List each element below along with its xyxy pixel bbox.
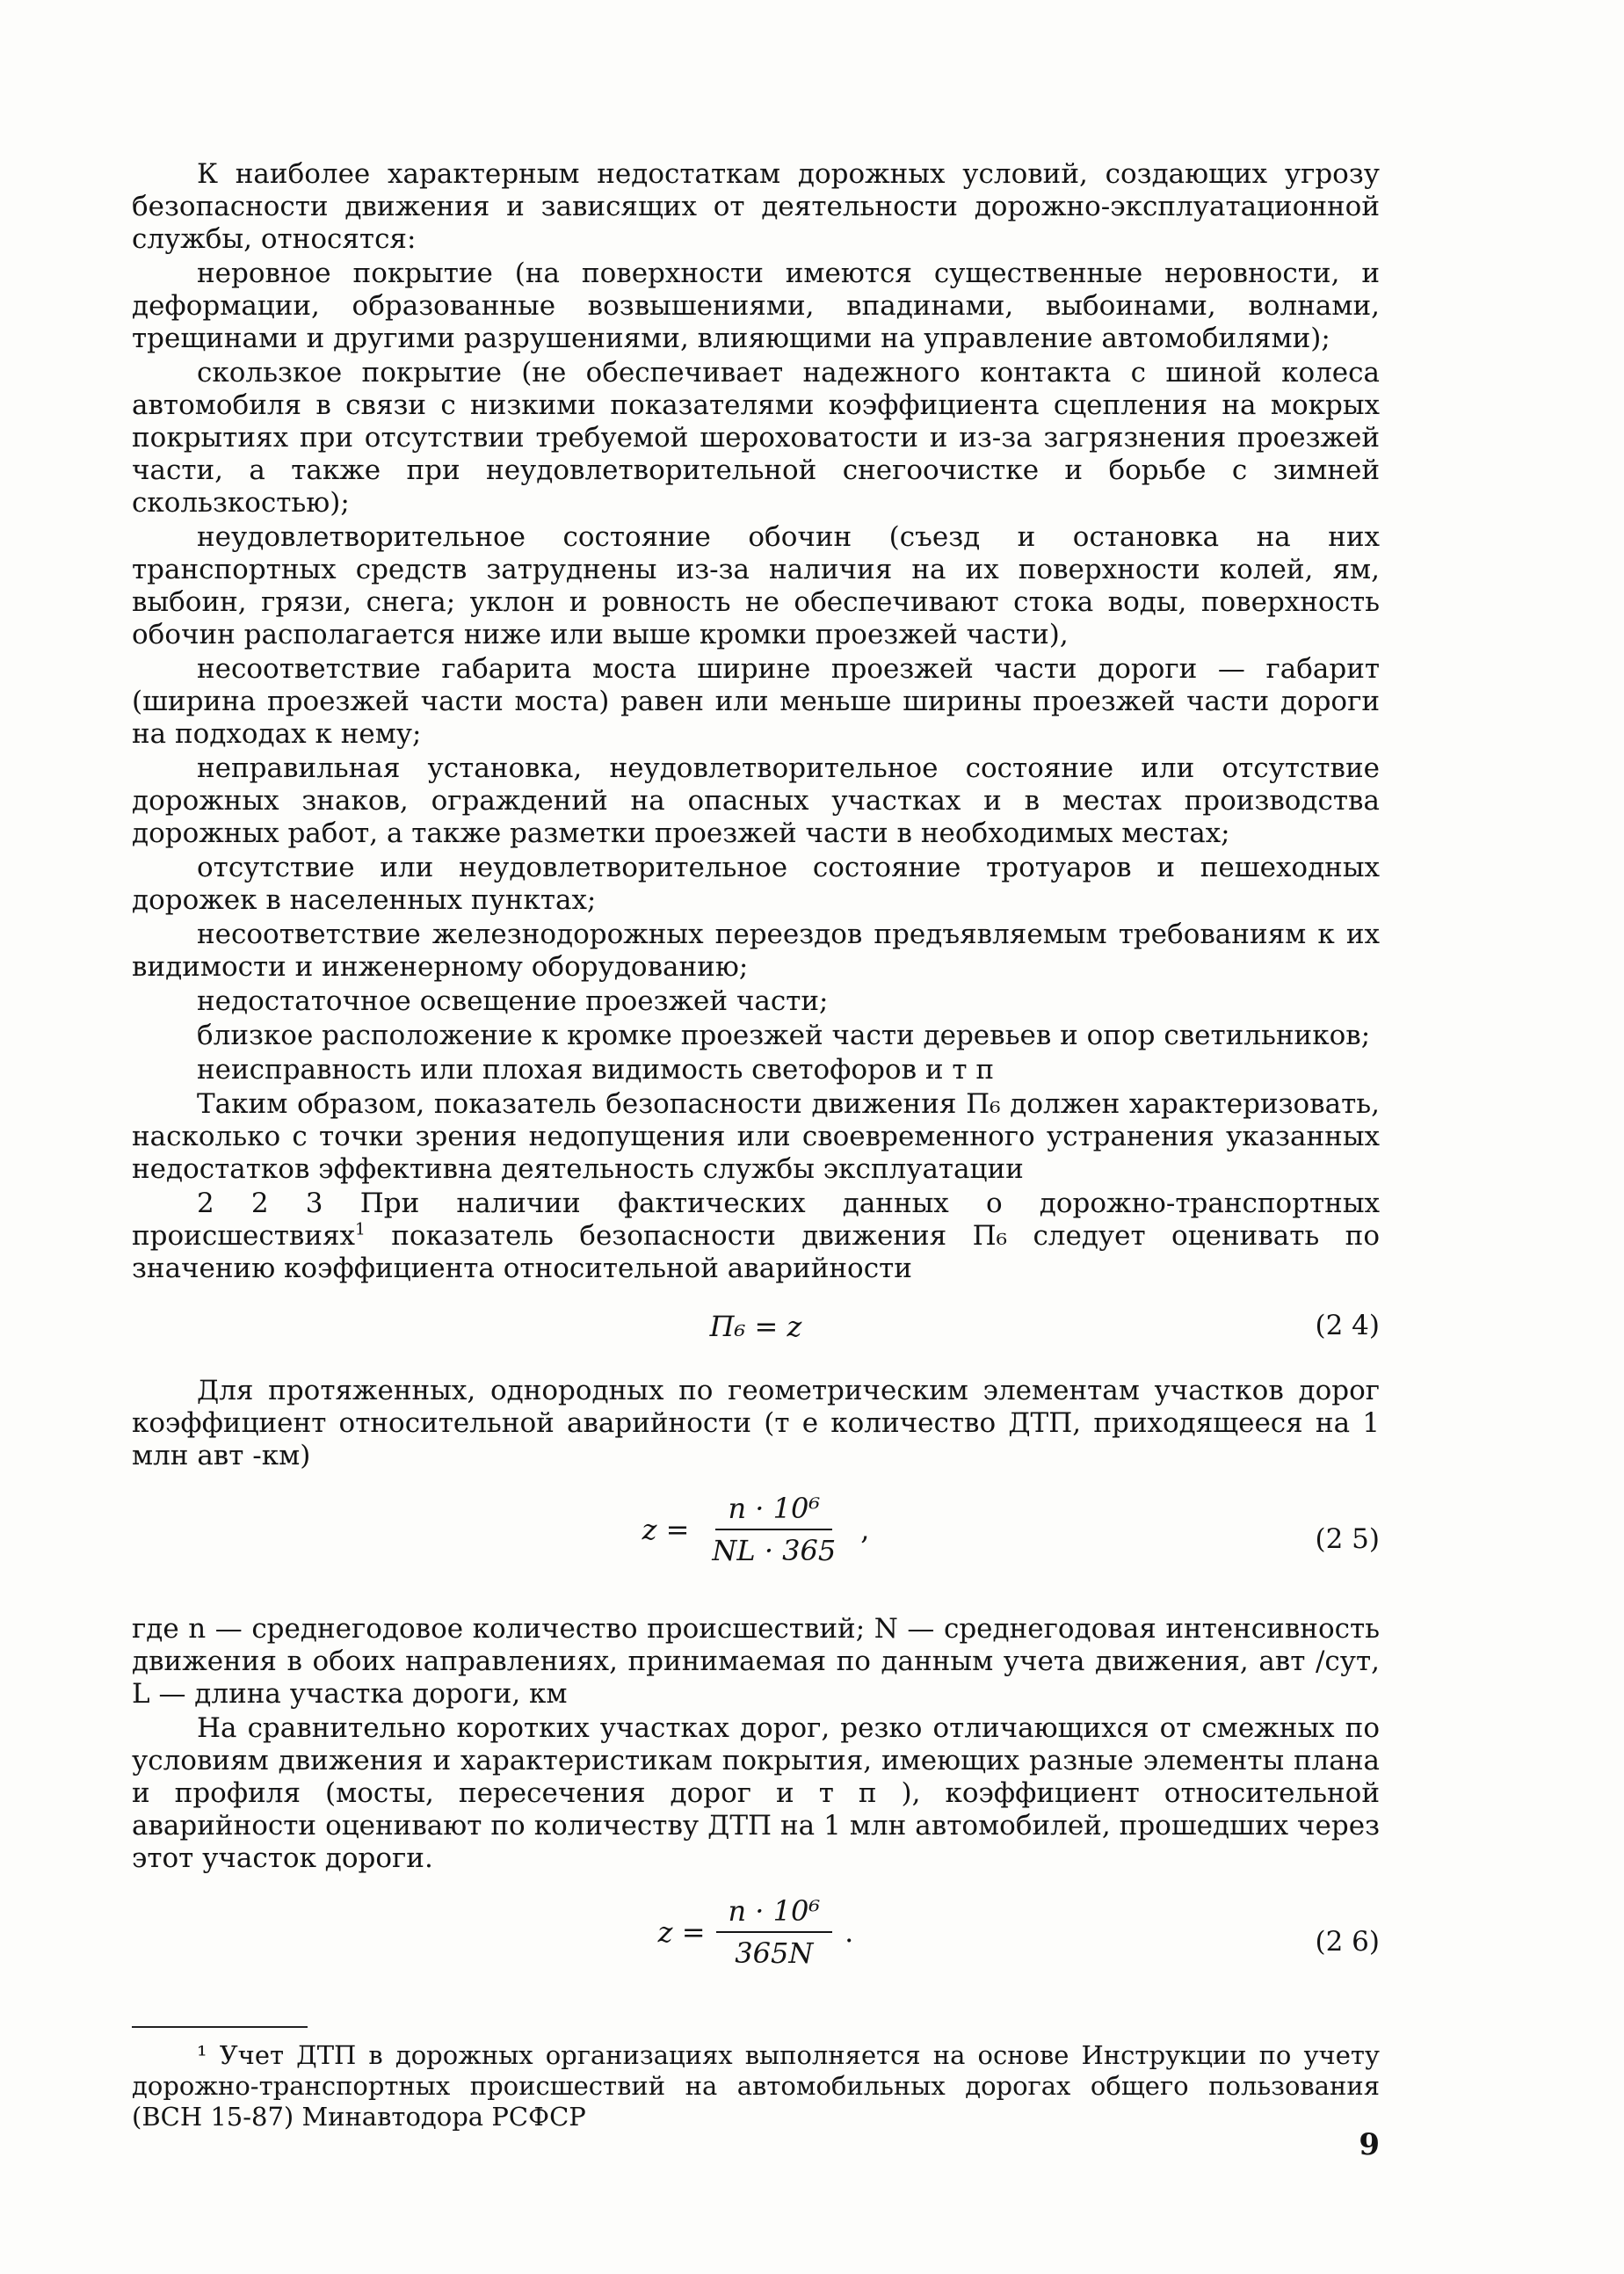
formula-2-6-lhs: z = [657,1915,706,1949]
list-item-shoulders: неудовлетворительное состояние обочин (съезд и остановка на них транспортных средств затруднены из-за наличия на их поверхности колей, ям, выбоин, грязи, снега; уклон и ровность не обеспечивают стока воды, поверхность обочин располагается ниже или выше кромки проезжей части), [132,521,1380,650]
formula-2-5 [132,1492,1380,1588]
formula-2-6-number: (2 6) [1315,1926,1380,1958]
footnote-marker: 1 [355,1220,366,1239]
list-item-slippery-surface: скользкое покрытие (не обеспечивает надежного контакта с шиной колеса автомобиля в связи с низкими показателями коэффициента сцепления на мокрых покрытиях при отсутствии требуемой шероховатости и из-за загрязнения проезжей части, а также при неудовлетворительной снегоочистке и борьбе с зимней скользкостью); [132,357,1380,519]
formula-2-6-punct: . [845,1915,854,1949]
summary-paragraph: Таким образом, показатель безопасности движения П₆ должен характеризовать, насколько с точки зрения недопущения или своевременного устранения указанных недостатков эффективна деятельность службы эксплуатации [132,1088,1380,1185]
list-item-lighting: недостаточное освещение проезжей части; [197,985,829,1017]
list-item-trees-poles: близкое расположение к кромке проезжей части деревьев и опор светильников; [197,1020,1371,1051]
formula-2-5-punct: , [860,1513,870,1546]
formula-2-6-numerator: n · 10⁶ [716,1894,833,1933]
footnote-text: ¹ Учет ДТП в дорожных организациях выполняется на основе Инструкции по учету дорожно-транспортных происшествий на автомобильных дорогах общего пользования (ВСН 15-87) Минавтодора РСФСР [132,2040,1380,2132]
list-item-railway-crossings: несоответствие железнодорожных переездов предъявляемым требованиям к их видимости и инженерному оборудованию; [132,919,1380,983]
formula-2-4-expression: П₆ = z [709,1310,802,1343]
formula-2-5-numerator: n · 10⁶ [715,1492,832,1530]
formula-2-5-number: (2 5) [1315,1523,1380,1555]
formula-2-6-denominator: 365N [735,1936,814,1970]
document-body [132,158,1380,2132]
formula-2-4-number: (2 4) [1315,1310,1380,1341]
formula-2-5-denominator: NL · 365 [712,1534,837,1567]
paragraph-relative-accident-rate: Для протяженных, однородных по геометрическим элементам участков дорог коэффициент относительной аварийности (т е количество ДТП, приходящееся на 1 млн авт -км) [132,1375,1380,1471]
paragraph-short-sections: На сравнительно коротких участках дорог, резко отличающихся от смежных по условиям движения и характеристикам покрытия, имеющих разные элементы плана и профиля (мосты, пересечения дорог и т п ), коэффициент относительной аварийности оценивают по количеству ДТП на 1 млн автомобилей, прошедших через этот участок дороги. [132,1712,1380,1874]
list-item-traffic-lights: неисправность или плохая видимость светофоров и т п [197,1054,995,1086]
footnote-divider [132,2026,308,2028]
formula-2-5-lhs: z = [642,1513,690,1546]
formula-2-6 [132,1894,1380,1991]
page-number: 9 [1359,2127,1380,2162]
list-item-sidewalks: отсутствие или неудовлетворительное состояние тротуаров и пешеходных дорожек в населенных пунктах; [132,852,1380,916]
list-item-road-signs: неправильная установка, неудовлетворительное состояние или отсутствие дорожных знаков, ограждений на опасных участках и в местах производства дорожных работ, а также разметки проезжей части в необходимых местах; [132,752,1380,849]
paragraph-where-definitions: где n — среднегодовое количество происшествий; N — среднегодовая интенсивность движения в обоих направлениях, принимаемая по данным учета движения, авт /сут, L — длина участка дороги, км [132,1613,1380,1710]
intro-paragraph: К наиболее характерным недостаткам дорожных условий, создающих угрозу безопасности движения и зависящих от деятельности дорожно-эксплуатационной службы, относятся: [132,158,1380,255]
section-2-2-3-paragraph [132,1188,1380,1285]
section-2-2-3-text-b: показатель безопасности движения П₆ следует оценивать по значению коэффициента относительной аварийности [132,1220,1380,1284]
list-item-uneven-surface: неровное покрытие (на поверхности имеются существенные неровности, и деформации, образованные возвышениями, впадинами, выбоинами, волнами, трещинами и другими разрушениями, влияющими на управление автомобилями); [132,258,1380,354]
section-2-2-3-text-a: 2 2 3 При наличии фактических данных о дорожно-транспортных происшествиях [132,1188,1380,1252]
list-item-bridge-width: несоответствие габарита моста ширине проезжей части дороги — габарит (ширина проезжей части моста) равен или меньше ширины проезжей части дороги на подходах к нему; [132,653,1380,750]
formula-2-6-fraction [716,1894,833,1970]
formula-2-5-fraction [700,1492,848,1567]
formula-2-4 [132,1303,1380,1354]
